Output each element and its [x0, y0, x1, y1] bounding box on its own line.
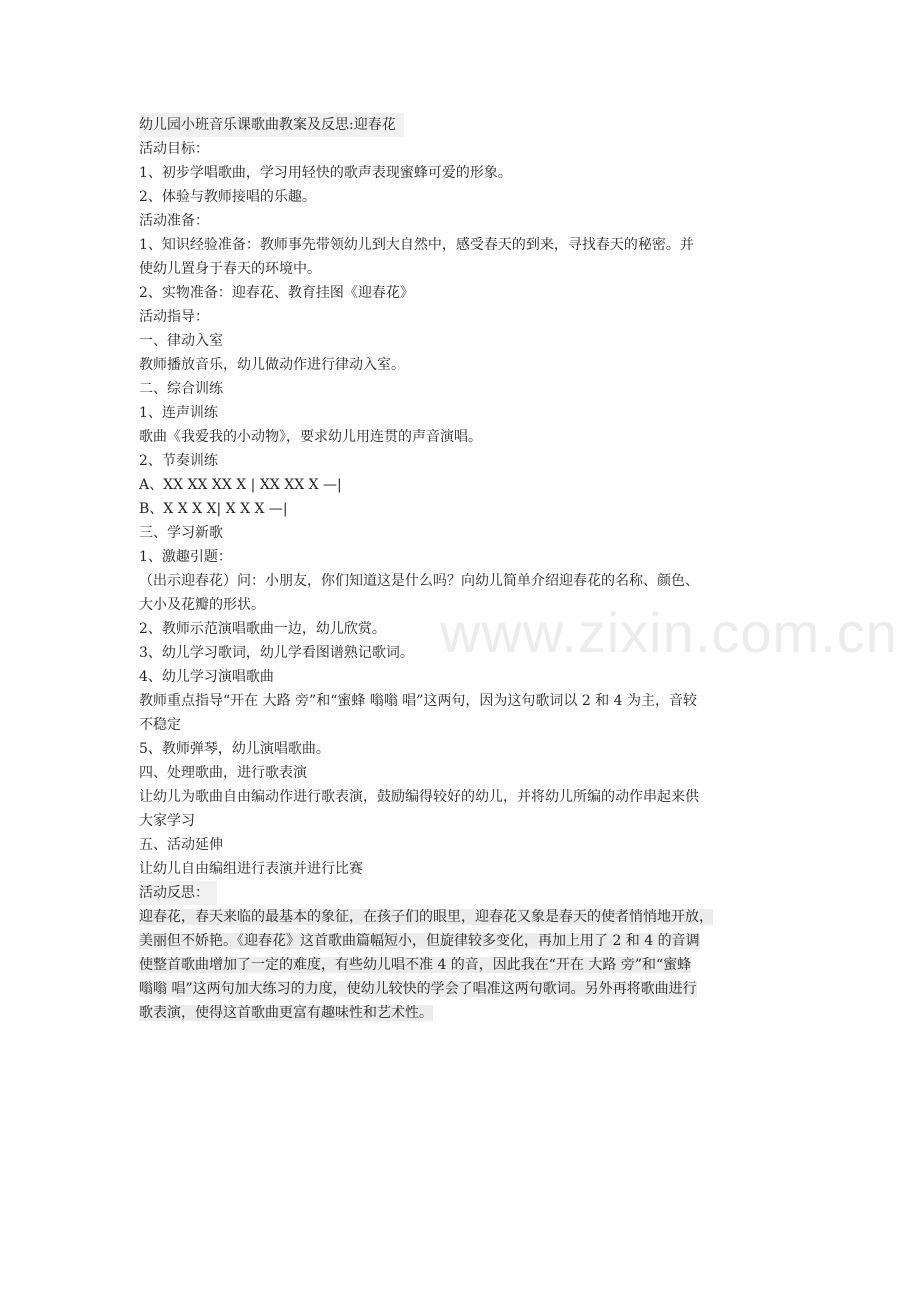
text-line: 3、幼儿学习歌词，幼儿学看图谱熟记歌词。 — [139, 645, 414, 661]
text-line: 五、活动延伸 — [139, 837, 223, 853]
text-line: 二、综合训练 — [139, 381, 223, 397]
text-line: 教师播放音乐，幼儿做动作进行律动入室。 — [139, 357, 405, 373]
text-line: 1、激趣引题： — [139, 549, 232, 565]
reflection-text: 迎春花，春天来临的最基本的象征，在孩子们的眼里，迎春花又象是春天的使者悄悄地开放， — [139, 909, 713, 925]
text-line: 让幼儿为歌曲自由编动作进行歌表演，鼓励编得较好的幼儿，并将幼儿所编的动作串起来供 — [139, 789, 699, 805]
text-line: 2、节奏训练 — [139, 453, 218, 469]
reflection-text: 使整首歌曲增加了一定的难度，有些幼儿唱不准 4 的音，因此我在“开在 大路 旁”和“蜜蜂 — [139, 957, 692, 973]
reflection-line — [139, 953, 789, 977]
text-line: 2、教师示范演唱歌曲一边，幼儿欣赏。 — [139, 621, 386, 637]
rhythm-line: B、X X X X| X X X —| — [139, 501, 288, 517]
document-body — [139, 113, 789, 1025]
text-line: 不稳定 — [139, 717, 181, 733]
text-line: 2、体验与教师接唱的乐趣。 — [139, 189, 316, 205]
reflection-text: 美丽但不娇艳。《迎春花》这首歌曲篇幅短小，但旋律较多变化，再加上用了 2 和 4 的音调 — [139, 933, 700, 949]
watermark: www.zixin.com.cn — [440, 601, 898, 664]
text-line: 4、幼儿学习演唱歌曲 — [139, 669, 274, 685]
rhythm-line: A、XX XX XX X | XX XX X —| — [139, 477, 342, 493]
reflection-line — [139, 929, 789, 953]
text-line: 活动目标： — [139, 141, 209, 157]
reflection-line — [139, 1001, 789, 1025]
text-line: 活动准备： — [139, 213, 209, 229]
reflection-text: 歌表演，使得这首歌曲更富有趣味性和艺术性。 — [139, 1005, 433, 1021]
text-line: （出示迎春花）问：小朋友，你们知道这是什么吗？向幼儿简单介绍迎春花的名称、颜色、 — [139, 573, 699, 589]
text-line: 歌曲《我爱我的小动物》，要求幼儿用连贯的声音演唱。 — [139, 429, 482, 445]
text-line: 让幼儿自由编组进行表演并进行比赛 — [139, 861, 363, 877]
text-line: 1、知识经验准备：教师事先带领幼儿到大自然中，感受春天的到来，寻找春天的秘密。并 — [139, 237, 694, 253]
text-line: 三、学习新歌 — [139, 525, 223, 541]
text-line: 四、处理歌曲，进行歌表演 — [139, 765, 307, 781]
document-title: 幼儿园小班音乐课歌曲教案及反思:迎春花 — [139, 113, 404, 137]
text-line: 教师重点指导“开在 大路 旁”和“蜜蜂 嗡嗡 唱”这两句，因为这句歌词以 2 和 4 为主，音较 — [139, 693, 698, 709]
text-line: 使幼儿置身于春天的环境中。 — [139, 261, 321, 277]
text-line: 1、连声训练 — [139, 405, 218, 421]
text-line: 大小及花瓣的形状。 — [139, 597, 265, 613]
reflection-line — [139, 977, 789, 1001]
reflection-heading: 活动反思： — [139, 881, 217, 905]
text-line: 5、教师弹琴，幼儿演唱歌曲。 — [139, 741, 330, 757]
text-line: 2、实物准备：迎春花、教育挂图《迎春花》 — [139, 285, 414, 301]
reflection-text: 嗡嗡 唱”这两句加大练习的力度，使幼儿较快的学会了唱准这两句歌词。另外再将歌曲进行 — [139, 981, 697, 997]
reflection-line — [139, 905, 789, 929]
text-line: 大家学习 — [139, 813, 195, 829]
reflection-heading-line — [139, 881, 789, 905]
text-line: 活动指导： — [139, 309, 209, 325]
text-line: 一、律动入室 — [139, 333, 223, 349]
text-line: 1、初步学唱歌曲，学习用轻快的歌声表现蜜蜂可爱的形象。 — [139, 165, 512, 181]
document-title-line — [139, 113, 789, 137]
